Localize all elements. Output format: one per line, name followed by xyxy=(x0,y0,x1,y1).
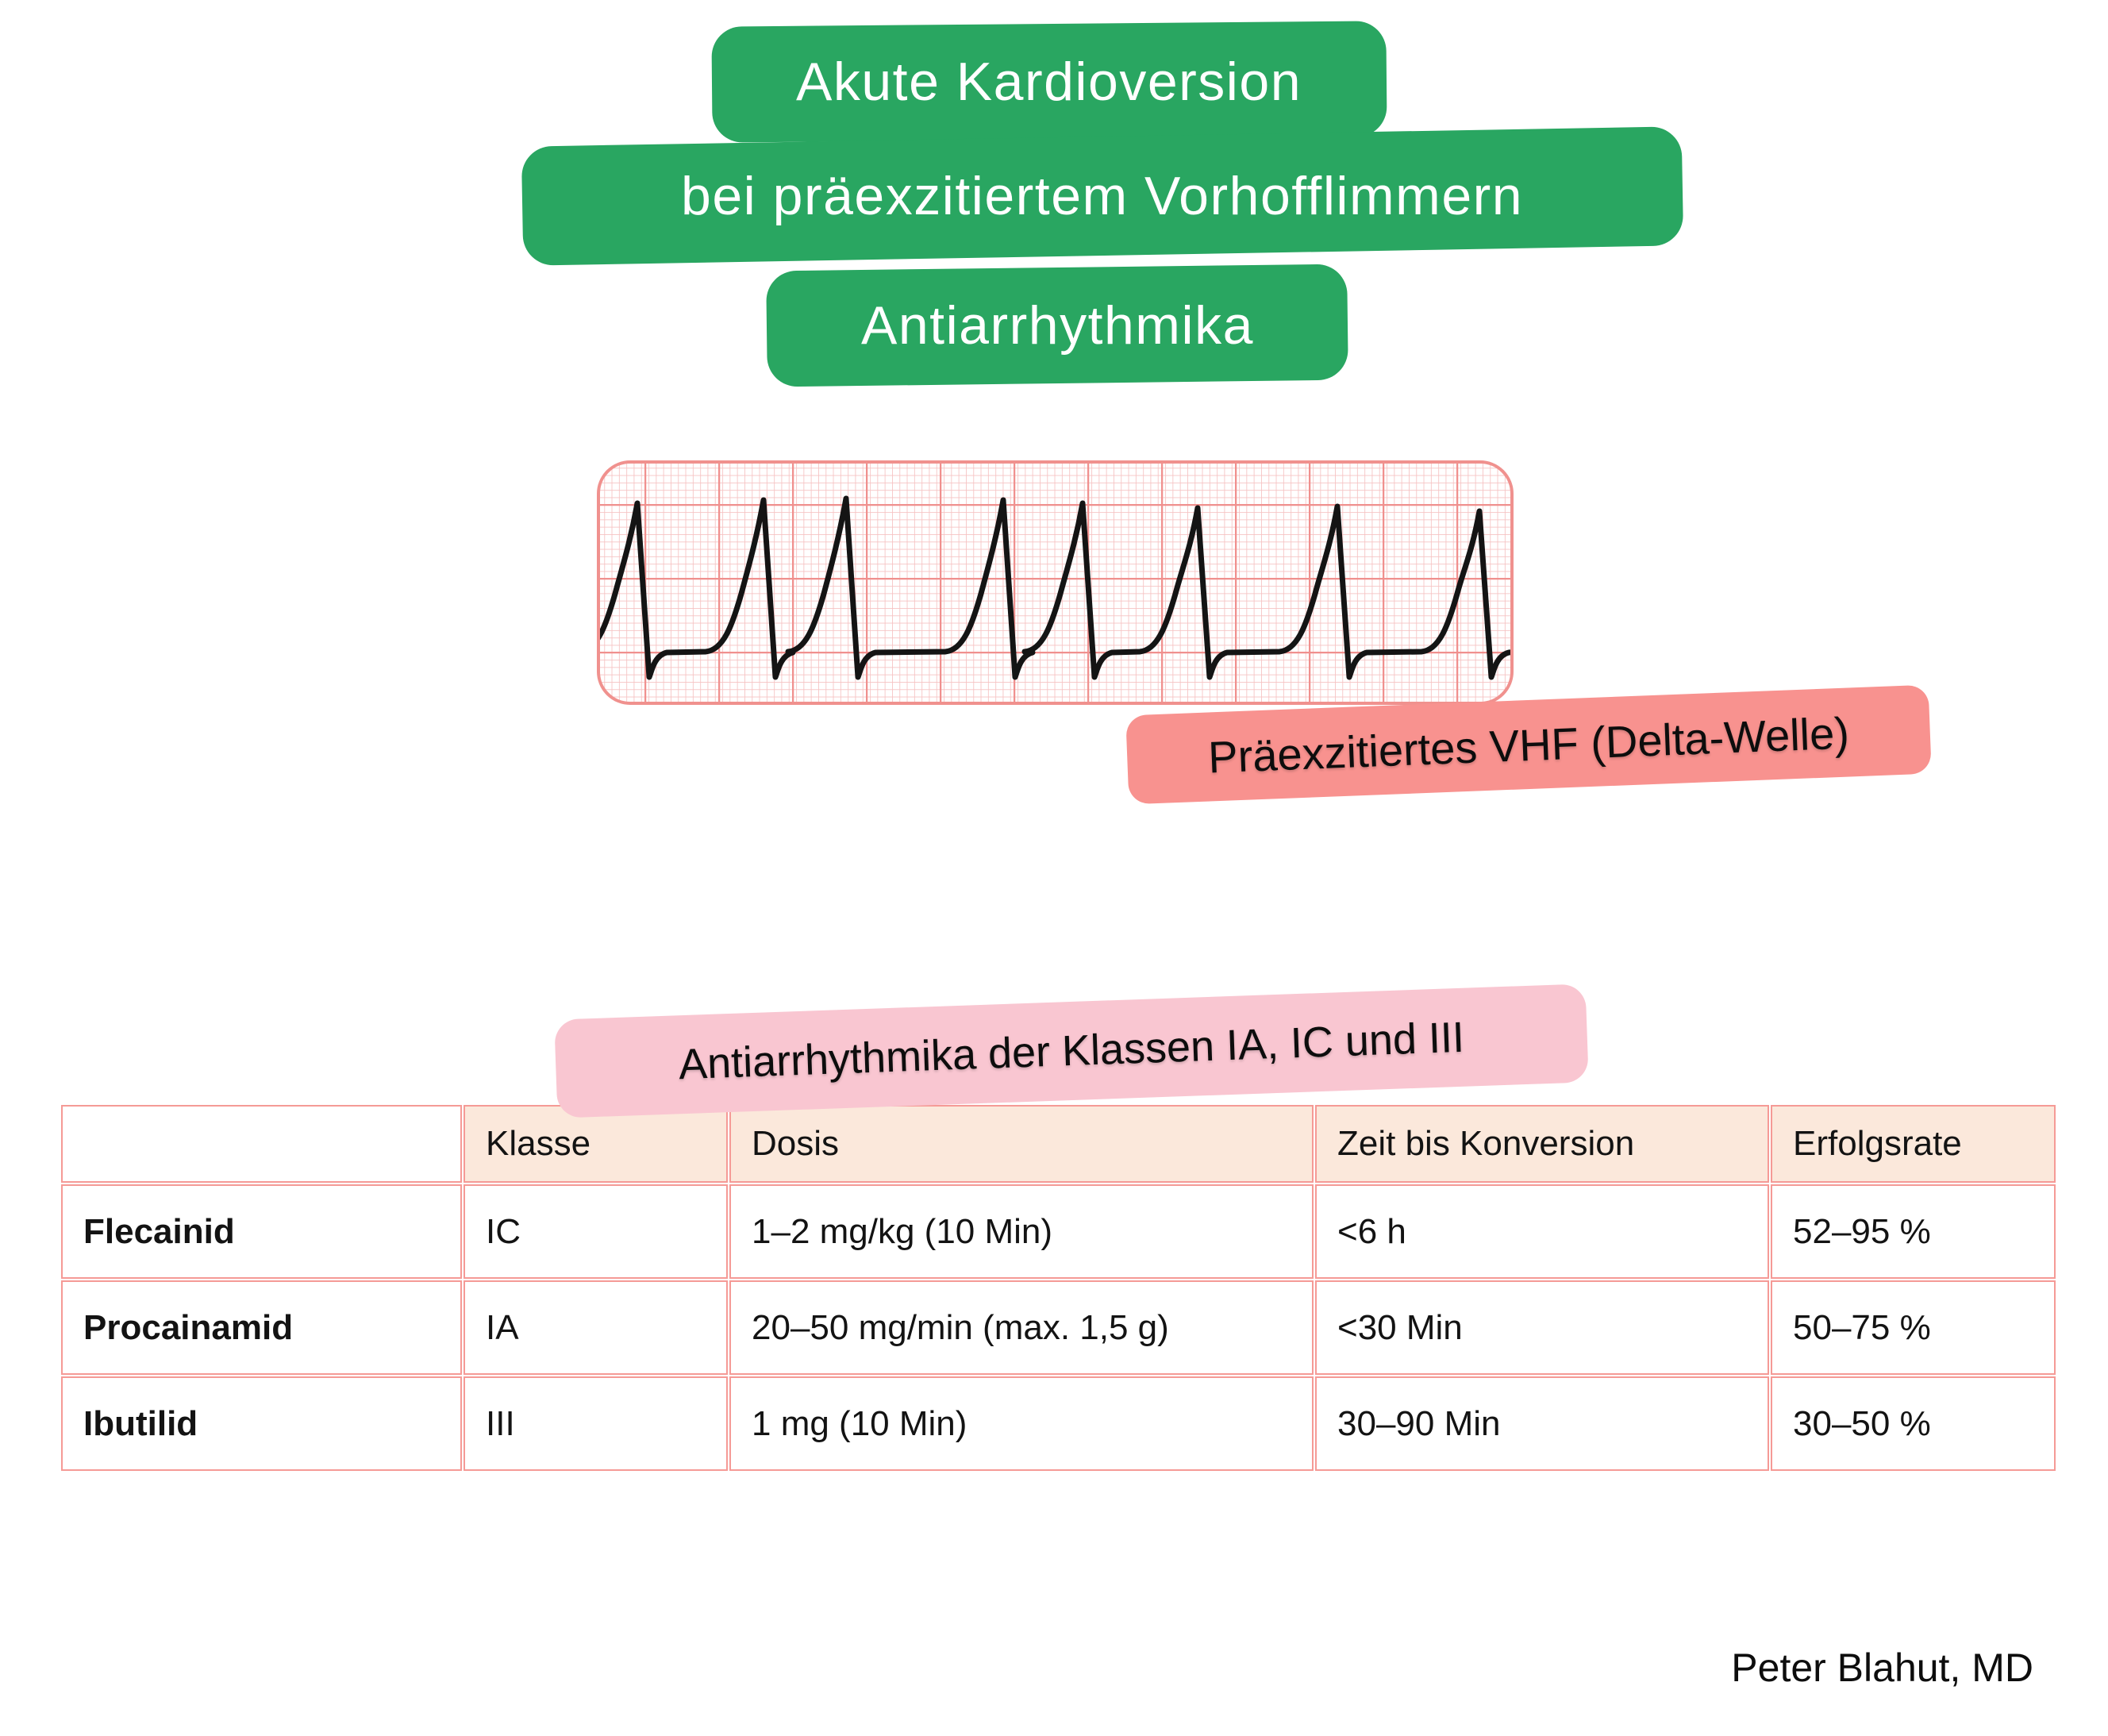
table-row xyxy=(61,1280,2056,1375)
ecg-label-text: Präexzitiertes VHF (Delta-Welle) xyxy=(1207,707,1850,782)
column-header-dosis: Dosis xyxy=(729,1105,1314,1183)
ecg-strip-image xyxy=(597,460,1514,705)
title-line-2: bei präexzitiertem Vorhofflimmern xyxy=(681,166,1524,227)
column-header-blank xyxy=(61,1105,462,1183)
table-caption-text: Antiarrhythmika der Klassen IA, IC und III xyxy=(678,1013,1465,1089)
title-line-1: Akute Kardioversion xyxy=(796,52,1302,113)
column-header-zeit: Zeit bis Konversion xyxy=(1315,1105,1769,1183)
cell-dosis: 20–50 mg/min (max. 1,5 g) xyxy=(729,1280,1314,1375)
column-header-klasse: Klasse xyxy=(464,1105,728,1183)
table-row xyxy=(61,1184,2056,1279)
column-header-erfolgsrate: Erfolgsrate xyxy=(1771,1105,2056,1183)
cell-zeit: <6 h xyxy=(1315,1184,1769,1279)
ecg-strip xyxy=(597,460,1514,705)
cell-zeit: 30–90 Min xyxy=(1315,1376,1769,1471)
cell-klasse: III xyxy=(464,1376,728,1471)
title-line-3: Antiarrhythmika xyxy=(860,295,1254,356)
title-bubble-3 xyxy=(766,264,1348,387)
cell-dosis: 1 mg (10 Min) xyxy=(729,1376,1314,1471)
cell-drug-name: Ibutilid xyxy=(61,1376,462,1471)
title-bubble-1 xyxy=(711,21,1387,142)
cell-zeit: <30 Min xyxy=(1315,1280,1769,1375)
antiarrhythmics-table xyxy=(60,1103,2057,1472)
title-bubble-2 xyxy=(521,126,1683,265)
ecg-grid xyxy=(597,460,1514,705)
table-header-row xyxy=(61,1105,2056,1183)
author-credit: Peter Blahut, MD xyxy=(1731,1646,2033,1690)
cell-klasse: IC xyxy=(464,1184,728,1279)
cell-drug-name: Procainamid xyxy=(61,1280,462,1375)
cell-drug-name: Flecainid xyxy=(61,1184,462,1279)
table-row xyxy=(61,1376,2056,1471)
cell-erfolgsrate: 52–95 % xyxy=(1771,1184,2056,1279)
cell-erfolgsrate: 30–50 % xyxy=(1771,1376,2056,1471)
cell-klasse: IA xyxy=(464,1280,728,1375)
cell-dosis: 1–2 mg/kg (10 Min) xyxy=(729,1184,1314,1279)
table-caption xyxy=(554,983,1589,1118)
cell-erfolgsrate: 50–75 % xyxy=(1771,1280,2056,1375)
